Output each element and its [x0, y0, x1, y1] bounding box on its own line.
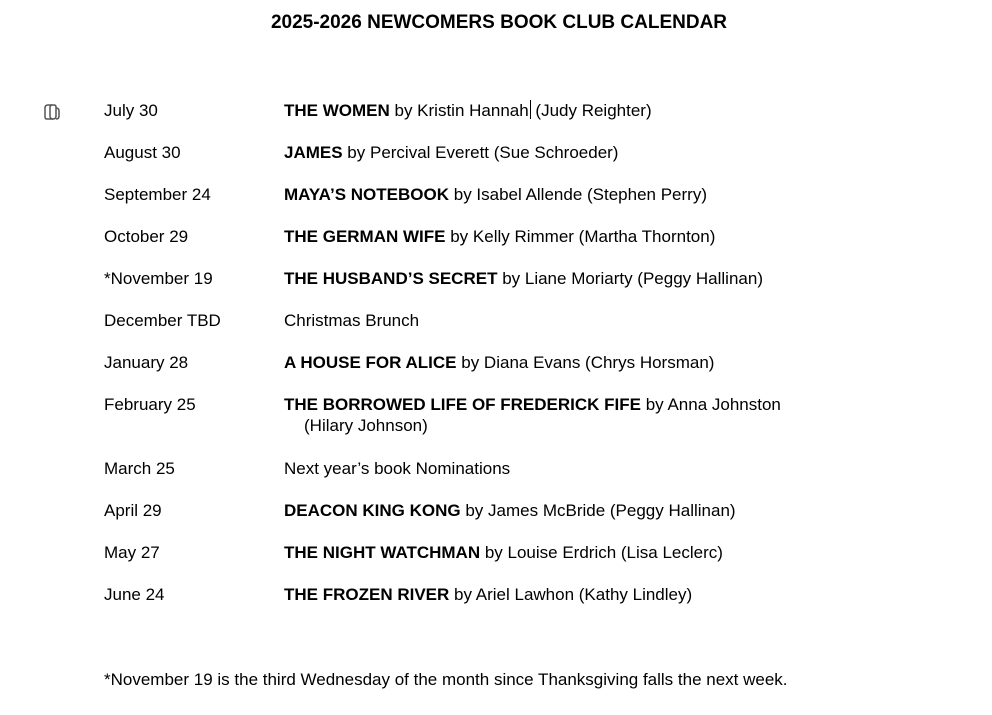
event-entry [284, 458, 884, 479]
book-author: by James McBride (Peggy Hallinan) [460, 501, 736, 520]
book-entry [284, 394, 884, 436]
meeting-date: December TBD [104, 311, 221, 330]
book-title: THE HUSBAND’S SECRET [284, 269, 498, 288]
book-author: by Anna Johnston [641, 395, 781, 414]
book-entry [284, 500, 884, 521]
meeting-date: April 29 [104, 501, 162, 520]
book-author: by Louise Erdrich (Lisa Leclerc) [480, 543, 723, 562]
book-entry [284, 268, 884, 289]
footnote: *November 19 is the third Wednesday of the month since Thanksgiving falls the next week. [104, 670, 788, 689]
meeting-date: January 28 [104, 353, 189, 372]
meeting-date: June 24 [104, 585, 165, 604]
book-entry [284, 142, 884, 163]
book-entry [284, 542, 884, 563]
book-entry [284, 352, 884, 373]
document-title: 2025-2026 NEWCOMERS BOOK CLUB CALENDAR [270, 12, 728, 33]
book-title: THE GERMAN WIFE [284, 227, 446, 246]
copilot-icon[interactable] [41, 102, 63, 122]
meeting-date: September 24 [104, 185, 211, 204]
meeting-date: May 27 [104, 543, 160, 562]
book-title: DEACON KING KONG [284, 501, 461, 520]
book-author: by Diana Evans (Chrys Horsman) [456, 353, 715, 372]
book-title: THE BORROWED LIFE OF FREDERICK FIFE [284, 395, 641, 414]
book-author: by Liane Moriarty (Peggy Hallinan) [497, 269, 763, 288]
book-host: (Judy Reighter) [530, 101, 652, 120]
book-entry [284, 584, 884, 605]
event-label: Christmas Brunch [284, 311, 420, 330]
book-author: by Kristin Hannah [389, 101, 529, 120]
book-entry [284, 184, 884, 205]
book-title: JAMES [284, 143, 343, 162]
book-author: by Kelly Rimmer (Martha Thornton) [445, 227, 716, 246]
book-entry [284, 100, 884, 121]
meeting-date: July 30 [104, 101, 158, 120]
meeting-date: March 25 [104, 459, 175, 478]
event-entry [284, 310, 884, 331]
book-entry [284, 226, 884, 247]
book-title: A HOUSE FOR ALICE [284, 353, 457, 372]
book-author: by Isabel Allende (Stephen Perry) [449, 185, 707, 204]
book-title: MAYA’S NOTEBOOK [284, 185, 450, 204]
book-title: THE FROZEN RIVER [284, 585, 450, 604]
book-author: by Percival Everett (Sue Schroeder) [342, 143, 619, 162]
meeting-date: October 29 [104, 227, 189, 246]
meeting-date: February 25 [104, 395, 196, 414]
event-label: Next year’s book Nominations [284, 459, 511, 478]
book-author: by Ariel Lawhon (Kathy Lindley) [449, 585, 693, 604]
book-title: THE NIGHT WATCHMAN [284, 543, 481, 562]
book-title: THE WOMEN [284, 101, 390, 120]
meeting-date: *November 19 [104, 269, 213, 288]
book-host: (Hilary Johnson) [304, 416, 428, 435]
meeting-date: August 30 [104, 143, 181, 162]
